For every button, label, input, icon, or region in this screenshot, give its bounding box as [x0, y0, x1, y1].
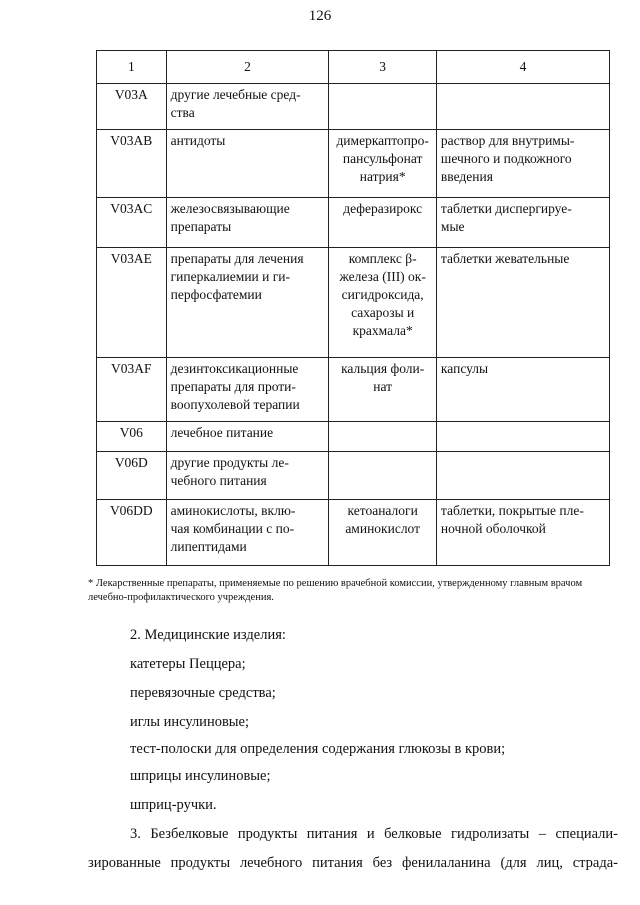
drug-name: комплекс β- железа (III) ок- сигидроксида, сахарозы и крахмала* — [329, 248, 437, 358]
header-col-1: 1 — [97, 51, 167, 84]
dosage-form — [436, 422, 609, 452]
drug-name — [329, 452, 437, 500]
table-header-row — [97, 51, 610, 84]
table-row — [97, 358, 610, 422]
atc-code: V06DD — [97, 500, 167, 566]
dosage-form: раствор для внутримы- шечного и подкожного введения — [436, 130, 609, 198]
list-item: шприц-ручки. — [130, 797, 217, 813]
pharmacological-group: железосвязывающие препараты — [166, 198, 329, 248]
drug-name: кальция фоли- нат — [329, 358, 437, 422]
drug-name: кетоаналоги аминокислот — [329, 500, 437, 566]
pharmacological-group: препараты для лечения гиперкалиемии и ги- перфосфатемии — [166, 248, 329, 358]
list-item: катетеры Пеццера; — [130, 656, 246, 672]
list-item: перевязочные средства; — [130, 685, 276, 701]
atc-code: V06D — [97, 452, 167, 500]
atc-code: V06 — [97, 422, 167, 452]
table-row — [97, 452, 610, 500]
page-number: 126 — [308, 8, 332, 24]
table-row — [97, 500, 610, 566]
dosage-form: таблетки диспергируе- мые — [436, 198, 609, 248]
atc-code: V03AF — [97, 358, 167, 422]
dosage-form — [436, 452, 609, 500]
table-row — [97, 130, 610, 198]
dosage-form: таблетки, покрытые пле- ночной оболочкой — [436, 500, 609, 566]
table-row — [97, 422, 610, 452]
dosage-form: таблетки жевательные — [436, 248, 609, 358]
table-row — [97, 84, 610, 130]
pharmacological-group: другие продукты ле- чебного питания — [166, 452, 329, 500]
table-row — [97, 248, 610, 358]
list-item: шприцы инсулиновые; — [130, 768, 271, 784]
pharmacological-group: дезинтоксикационные препараты для проти- воопухолевой терапии — [166, 358, 329, 422]
atc-code: V03AC — [97, 198, 167, 248]
atc-code: V03AB — [97, 130, 167, 198]
pharmacological-group: аминокислоты, вклю- чая комбинации с по- липептидами — [166, 500, 329, 566]
drug-name: деферазирокс — [329, 198, 437, 248]
drug-name: димеркаптопро- пансульфонат натрия* — [329, 130, 437, 198]
section-3-line-1: 3. Безбелковые продукты питания и белковые гидролизаты – специали- — [130, 826, 618, 842]
drug-name — [329, 84, 437, 130]
atc-code: V03A — [97, 84, 167, 130]
list-item: тест-полоски для определения содержания глюкозы в крови; — [130, 741, 506, 757]
header-col-3: 3 — [329, 51, 437, 84]
pharmacological-group: другие лечебные сред- ства — [166, 84, 329, 130]
pharmacological-group: лечебное питание — [166, 422, 329, 452]
list-item: иглы инсулиновые; — [130, 714, 250, 730]
drug-table — [96, 50, 610, 566]
section-2-title: 2. Медицинские изделия: — [130, 627, 286, 643]
pharmacological-group: антидоты — [166, 130, 329, 198]
dosage-form — [436, 84, 609, 130]
drug-name — [329, 422, 437, 452]
dosage-form: капсулы — [436, 358, 609, 422]
footnote: * Лекарственные препараты, применяемые по решению врачебной комиссии, утвержденному главным врачом лечебно-профилактического учреждения. — [88, 578, 583, 603]
header-col-4: 4 — [436, 51, 609, 84]
section-3-line-2: зированные продукты лечебного питания без фенилаланина (для лиц, страда- — [88, 855, 618, 871]
table-row — [97, 198, 610, 248]
header-col-2: 2 — [166, 51, 329, 84]
atc-code: V03AE — [97, 248, 167, 358]
